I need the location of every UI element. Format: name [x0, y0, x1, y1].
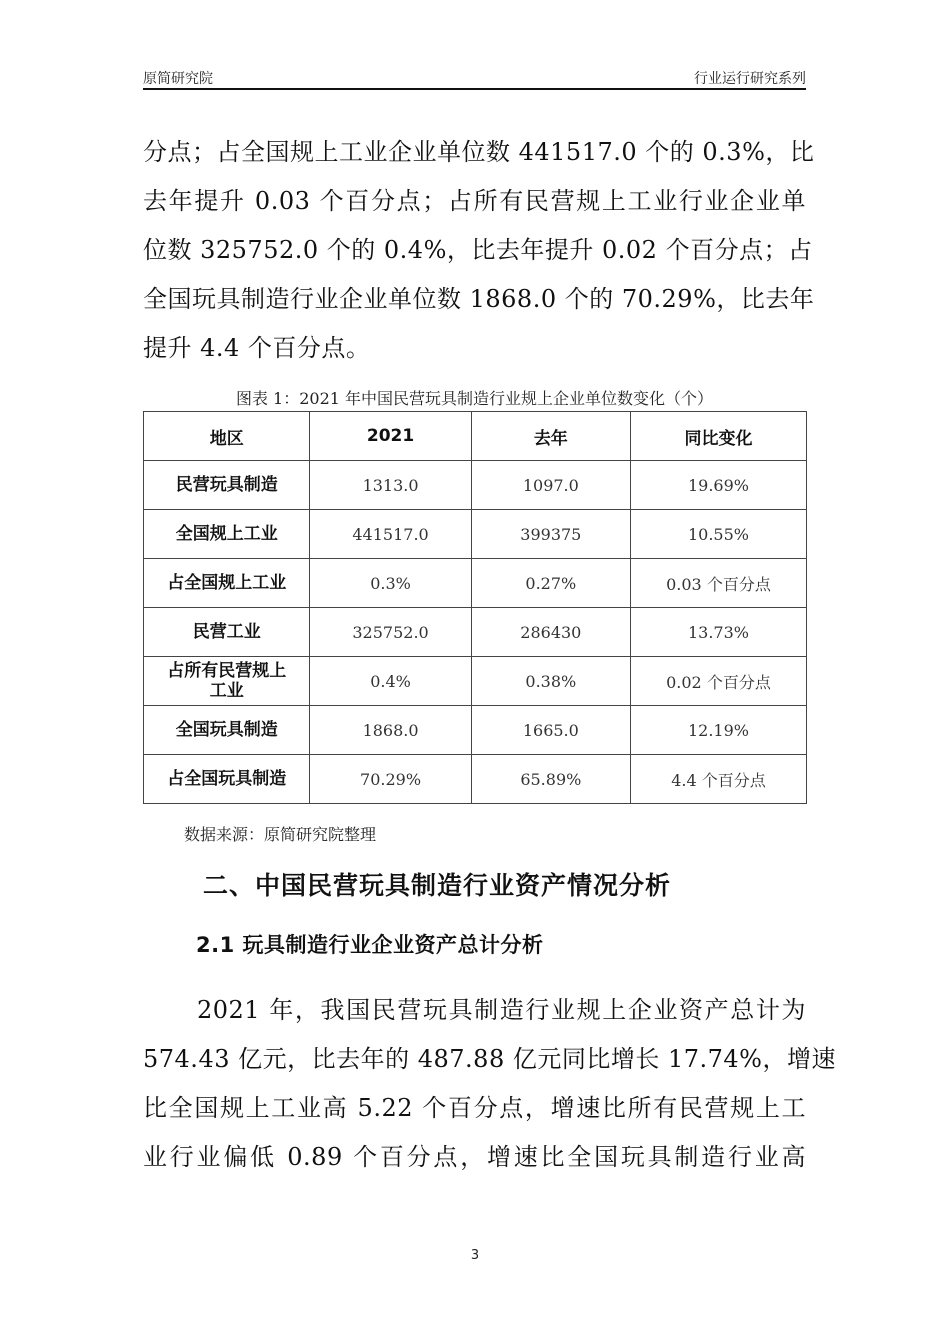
paragraph-line: 业行业偏低 0.89 个百分点，增速比全国玩具制造行业高 — [143, 1143, 806, 1171]
section-heading: 二、中国民营玩具制造行业资产情况分析 — [203, 871, 672, 900]
paragraph-line: 提升 4.4 个百分点。 — [143, 334, 371, 362]
row-label: 占全国玩具制造 — [144, 755, 310, 804]
cell-last-year: 0.27% — [471, 559, 630, 608]
row-label-line: 工业 — [209, 681, 244, 701]
cell-last-year: 1097.0 — [471, 461, 630, 510]
table-header-row — [144, 412, 807, 461]
table-row — [144, 461, 807, 510]
header-org-name: 原简研究院 — [143, 71, 213, 87]
cell-yoy: 19.69% — [630, 461, 806, 510]
paragraph-line: 全国玩具制造行业企业单位数 1868.0 个的 70.29%，比去年 — [143, 285, 815, 313]
paragraph-line: 去年提升 0.03 个百分点；占所有民营规上工业行业企业单 — [143, 187, 806, 215]
cell-yoy: 0.02 个百分点 — [630, 657, 806, 706]
header-divider — [143, 88, 806, 90]
paragraph-line: 位数 325752.0 个的 0.4%，比去年提升 0.02 个百分点；占 — [143, 236, 813, 264]
cell-yoy: 12.19% — [630, 706, 806, 755]
row-label: 全国玩具制造 — [144, 706, 310, 755]
cell-2021: 441517.0 — [310, 510, 471, 559]
row-label-line: 占所有民营规上 — [167, 661, 287, 681]
intro-paragraph — [143, 128, 815, 373]
cell-last-year: 0.38% — [471, 657, 630, 706]
cell-yoy: 4.4 个百分点 — [630, 755, 806, 804]
cell-2021: 70.29% — [310, 755, 471, 804]
header-last-year: 去年 — [471, 412, 630, 461]
cell-2021: 0.4% — [310, 657, 471, 706]
cell-2021: 1313.0 — [310, 461, 471, 510]
table-row — [144, 510, 807, 559]
row-label: 全国规上工业 — [144, 510, 310, 559]
table-caption: 图表 1：2021 年中国民营玩具制造行业规上企业单位数变化（个） — [235, 389, 714, 408]
paragraph-line: 2021 年，我国民营玩具制造行业规上企业资产总计为 — [197, 996, 806, 1024]
row-label — [144, 657, 310, 706]
header-2021: 2021 — [310, 412, 471, 461]
row-label: 民营工业 — [144, 608, 310, 657]
cell-2021: 0.3% — [310, 559, 471, 608]
table-source-note: 数据来源：原简研究院整理 — [184, 825, 377, 844]
page-header — [143, 68, 806, 88]
cell-last-year: 399375 — [471, 510, 630, 559]
cell-yoy: 10.55% — [630, 510, 806, 559]
cell-last-year: 286430 — [471, 608, 630, 657]
paragraph-line: 分点；占全国规上工业企业单位数 441517.0 个的 0.3%，比 — [143, 138, 815, 166]
header-region: 地区 — [144, 412, 310, 461]
enterprise-count-table — [143, 411, 807, 804]
header-series-name: 行业运行研究系列 — [694, 71, 806, 87]
subsection-heading: 2.1 玩具制造行业企业资产总计分析 — [196, 933, 544, 957]
header-yoy-change: 同比变化 — [630, 412, 806, 461]
cell-yoy: 13.73% — [630, 608, 806, 657]
table-row — [144, 559, 807, 608]
cell-last-year: 65.89% — [471, 755, 630, 804]
body-paragraph — [143, 986, 836, 1182]
table-row — [144, 657, 807, 706]
row-label: 占全国规上工业 — [144, 559, 310, 608]
table-row — [144, 608, 807, 657]
cell-yoy: 0.03 个百分点 — [630, 559, 806, 608]
table-row — [144, 706, 807, 755]
table-row — [144, 755, 807, 804]
paragraph-line: 574.43 亿元，比去年的 487.88 亿元同比增长 17.74%，增速 — [143, 1045, 836, 1073]
cell-2021: 1868.0 — [310, 706, 471, 755]
page-number: 3 — [470, 1248, 480, 1263]
paragraph-line: 比全国规上工业高 5.22 个百分点，增速比所有民营规上工 — [143, 1094, 806, 1122]
cell-2021: 325752.0 — [310, 608, 471, 657]
row-label: 民营玩具制造 — [144, 461, 310, 510]
cell-last-year: 1665.0 — [471, 706, 630, 755]
